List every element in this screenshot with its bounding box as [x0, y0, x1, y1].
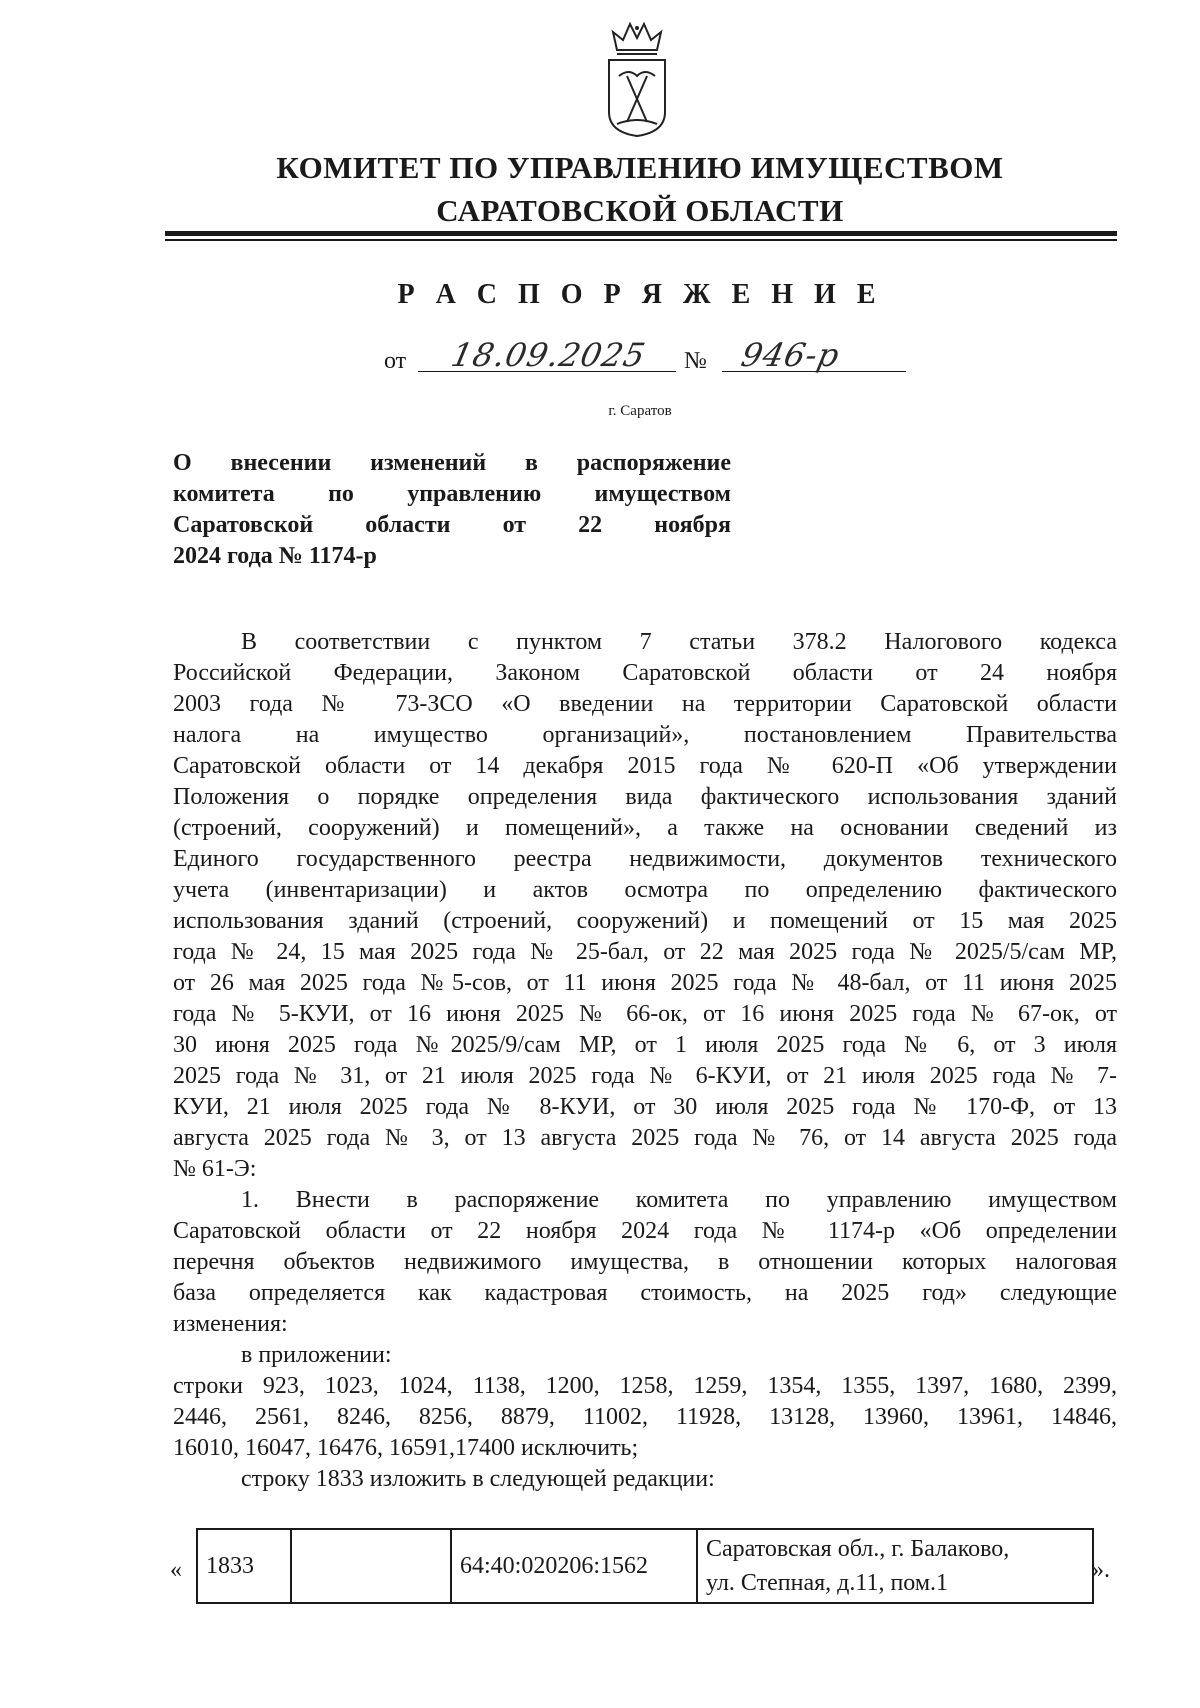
body-line: (строений, сооружений) и помещений», а также на основании сведений из	[173, 815, 1117, 841]
body-line: учета (инвентаризации) и актов осмотра по определению фактического	[173, 877, 1117, 903]
subject-line: комитета по управлению имуществом	[173, 481, 731, 507]
body-line: года № 24, 15 мая 2025 года № 25-бал, от 22 мая 2025 года № 2025/5/сам МР,	[173, 939, 1117, 965]
organization-name-line1: КОМИТЕТ ПО УПРАВЛЕНИЮ ИМУЩЕСТВОМ	[276, 150, 1004, 185]
table-row	[197, 1529, 1093, 1603]
body-line: года № 5-КУИ, от 16 июня 2025 № 66-ок, от 16 июня 2025 года № 67-ок, от	[173, 1001, 1117, 1027]
address-line: Саратовская обл., г. Балаково,	[706, 1536, 1010, 1562]
organization-name-line2: САРАТОВСКОЙ ОБЛАСТИ	[436, 193, 844, 228]
body-line: в приложении:	[241, 1342, 392, 1368]
row-number-cell: 1833	[197, 1529, 291, 1603]
body-line: Российской Федерации, Законом Саратовской области от 24 ноября	[173, 660, 1117, 686]
subject-line: О внесении изменений в распоряжение	[173, 450, 731, 476]
amended-row-table	[196, 1528, 1094, 1604]
header-rule-thin	[165, 239, 1117, 241]
opening-quote: «	[170, 1557, 182, 1583]
header-rule-thick	[165, 231, 1117, 236]
body-line: строку 1833 изложить в следующей редакции:	[241, 1466, 715, 1492]
cadastral-number-cell: 64:40:020206:1562	[451, 1529, 697, 1603]
amended-row-table-block	[170, 1528, 1130, 1608]
body-line: 2025 года № 31, от 21 июля 2025 года № 6-КУИ, от 21 июля 2025 года № 7-	[173, 1063, 1117, 1089]
subject-line: Саратовской области от 22 ноября	[173, 512, 731, 538]
city-label: г. Саратов	[608, 403, 672, 419]
body-line: использования зданий (строений, сооружений) и помещений от 15 мая 2025	[173, 908, 1117, 934]
body-line: августа 2025 года № 3, от 13 августа 2025 года № 76, от 14 августа 2025 года	[173, 1125, 1117, 1151]
handwritten-number: 946-р	[737, 336, 844, 374]
subject-line: 2024 года № 1174-р	[173, 543, 377, 569]
body-line: КУИ, 21 июля 2025 года № 8-КУИ, от 30 июля 2025 года № 170-Ф, от 13	[173, 1094, 1117, 1120]
number-label: №	[684, 348, 707, 374]
handwritten-date: 18.09.2025	[447, 336, 650, 374]
body-line: перечня объектов недвижимого имущества, в отношении которых налоговая	[173, 1249, 1117, 1275]
address-cell	[697, 1529, 1093, 1603]
body-line: строки 923, 1023, 1024, 1138, 1200, 1258, 1259, 1354, 1355, 1397, 1680, 2399,	[173, 1373, 1117, 1399]
body-line: В соответствии с пунктом 7 статьи 378.2 Налогового кодекса	[241, 629, 1117, 655]
body-text	[173, 627, 1117, 1495]
document-type-title: Р А С П О Р Я Ж Е Н И Е	[397, 279, 883, 310]
coat-of-arms-icon	[603, 20, 671, 138]
empty-cell	[291, 1529, 451, 1603]
date-label: от	[384, 348, 407, 374]
body-line: Саратовской области от 14 декабря 2015 года № 620-П «Об утверждении	[173, 753, 1117, 779]
body-line: Положения о порядке определения вида фактического использования зданий	[173, 784, 1117, 810]
body-line: № 61-Э:	[173, 1156, 257, 1182]
body-line: 16010, 16047, 16476, 16591,17400 исключить;	[173, 1435, 639, 1461]
closing-quote: ».	[1092, 1557, 1110, 1583]
body-line: изменения:	[173, 1311, 288, 1337]
body-line: 2003 года № 73-ЗСО «О введении на территории Саратовской области	[173, 691, 1117, 717]
body-line: 2446, 2561, 8246, 8256, 8879, 11002, 11928, 13128, 13960, 13961, 14846,	[173, 1404, 1117, 1430]
subject-block	[173, 448, 731, 572]
body-line: Саратовской области от 22 ноября 2024 года № 1174-р «Об определении	[173, 1218, 1117, 1244]
body-line: 30 июня 2025 года №2025/9/сам МР, от 1 июля 2025 года № 6, от 3 июля	[173, 1032, 1117, 1058]
body-line: налога на имущество организаций», постановлением Правительства	[173, 722, 1117, 748]
body-line: Единого государственного реестра недвижимости, документов технического	[173, 846, 1117, 872]
body-line: от 26 мая 2025 года №5-сов, от 11 июня 2025 года № 48-бал, от 11 июня 2025	[173, 970, 1117, 996]
body-line: база определяется как кадастровая стоимость, на 2025 год» следующие	[173, 1280, 1117, 1306]
date-number-row	[0, 338, 1200, 378]
address-line: ул. Степная, д.11, пом.1	[706, 1570, 949, 1596]
body-line: 1. Внести в распоряжение комитета по управлению имуществом	[241, 1187, 1117, 1213]
